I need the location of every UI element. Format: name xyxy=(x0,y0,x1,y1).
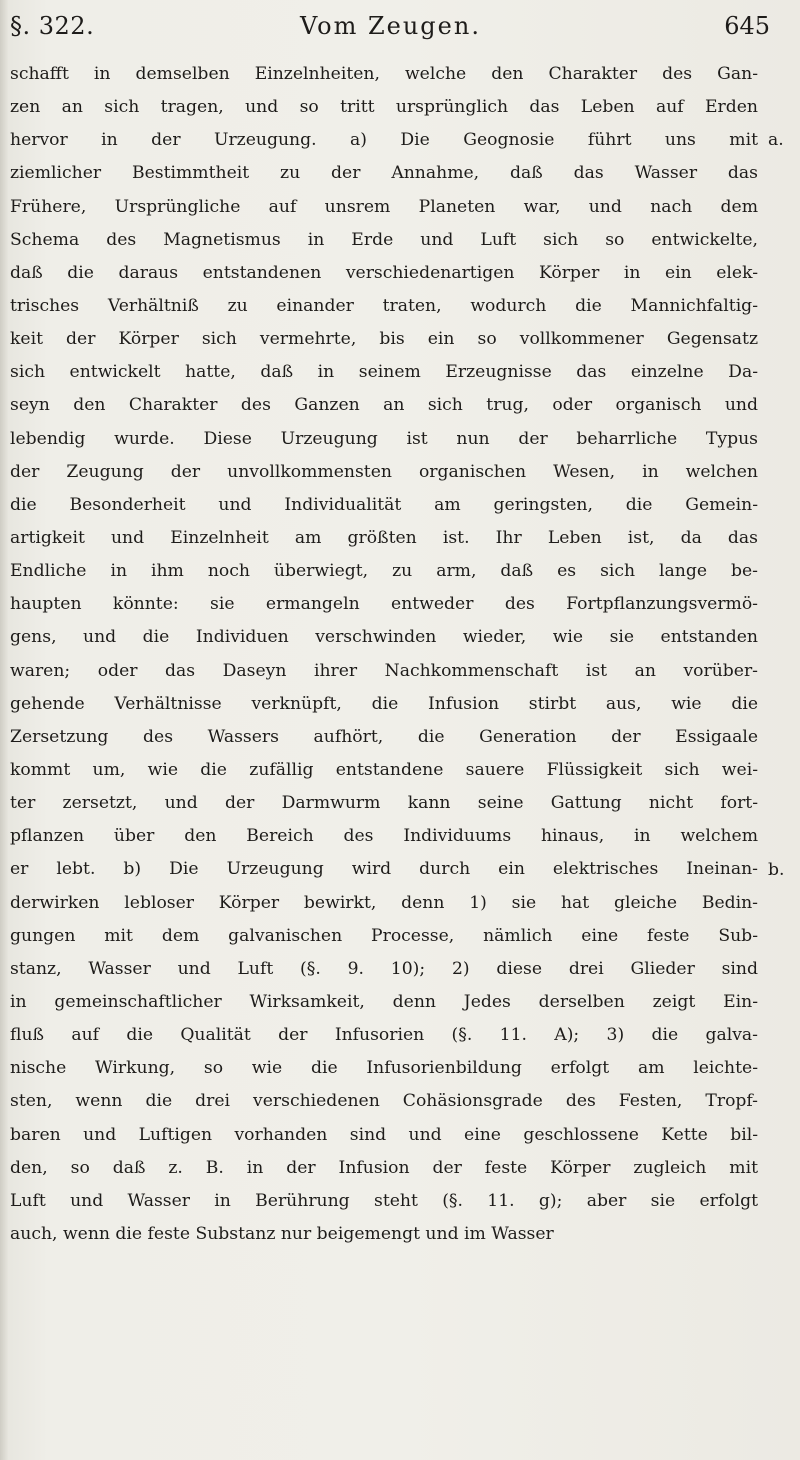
text-line: schafft in demselben Einzelnheiten, welche den Charakter des Gan- xyxy=(10,64,758,84)
text-line: er lebt. b) Die Urzeugung wird durch ein elektrisches Ineinan- xyxy=(10,859,758,880)
text-line: Zersetzung des Wassers aufhört, die Generation der Essigaale xyxy=(10,726,758,747)
text-line: fluß auf die Qualität der Infusorien (§. 11. A); 3) die galva- xyxy=(10,1025,758,1046)
text-line: ter zersetzt, und der Darmwurm kann seine Gattung nicht fort- xyxy=(10,793,758,814)
text-line: kommt um, wie die zufällig entstandene sauere Flüssigkeit sich wei- xyxy=(10,759,758,780)
text-line: sich entwickelt hatte, daß in seinem Erzeugnisse das einzelne Da- xyxy=(10,362,758,383)
text-line: in gemeinschaftlicher Wirksamkeit, denn Jedes derselben zeigt Ein- xyxy=(10,991,758,1012)
text-line: trisches Verhältniß zu einander traten, wodurch die Mannichfaltig- xyxy=(10,295,758,316)
running-header xyxy=(10,10,770,50)
text-line: Endliche in ihm noch überwiegt, zu arm, daß es sich lange be- xyxy=(10,561,758,582)
margin-mark: a. xyxy=(768,130,784,151)
text-line: waren; oder das Daseyn ihrer Nachkommenschaft ist an vorüber- xyxy=(10,660,758,681)
page-gutter-shadow xyxy=(0,0,8,1460)
text-line: Luft und Wasser in Berührung steht (§. 11. g); aber sie erfolgt xyxy=(10,1190,758,1211)
running-title: Vom Zeugen. xyxy=(300,12,481,40)
text-line: Frühere, Ursprüngliche auf unsrem Planeten war, und nach dem xyxy=(10,196,758,217)
text-line: Schema des Magnetismus in Erde und Luft sich so entwickelte, xyxy=(10,229,758,250)
text-line: keit der Körper sich vermehrte, bis ein so vollkommener Gegensatz xyxy=(10,329,758,350)
text-line: zen an sich tragen, und so tritt ursprünglich das Leben auf Erden xyxy=(10,97,758,118)
text-line: den, so daß z. B. in der Infusion der feste Körper zugleich mit xyxy=(10,1157,758,1178)
text-line: ziemlicher Bestimmtheit zu der Annahme, daß das Wasser das xyxy=(10,163,758,184)
text-line: seyn den Charakter des Ganzen an sich trug, oder organisch und xyxy=(10,395,758,416)
text-line: gens, und die Individuen verschwinden wieder, wie sie entstanden xyxy=(10,627,758,648)
text-line: derwirken lebloser Körper bewirkt, denn 1) sie hat gleiche Bedin- xyxy=(10,892,758,913)
text-line: stanz, Wasser und Luft (§. 9. 10); 2) diese drei Glieder sind xyxy=(10,958,758,979)
text-line: hervor in der Urzeugung. a) Die Geognosie führt uns mit xyxy=(10,130,758,151)
text-line: gungen mit dem galvanischen Processe, nämlich eine feste Sub- xyxy=(10,925,758,946)
text-line: lebendig wurde. Diese Urzeugung ist nun der beharrliche Typus xyxy=(10,428,758,449)
section-number: §. 322. xyxy=(10,12,95,40)
text-line: gehende Verhältnisse verknüpft, die Infusion stirbt aus, wie die xyxy=(10,693,758,714)
body-text xyxy=(10,58,758,1251)
text-line: die Besonderheit und Individualität am geringsten, die Gemein- xyxy=(10,494,758,515)
margin-mark: b. xyxy=(768,859,785,880)
text-line: haupten könnte: sie ermangeln entweder des Fortpflanzungsvermö- xyxy=(10,594,758,615)
text-line: pflanzen über den Bereich des Individuums hinaus, in welchem xyxy=(10,826,758,847)
text-line: artigkeit und Einzelnheit am größten ist. Ihr Leben ist, da das xyxy=(10,527,758,548)
text-line: der Zeugung der unvollkommensten organischen Wesen, in welchen xyxy=(10,461,758,482)
text-line: daß die daraus entstandenen verschiedenartigen Körper in ein elek- xyxy=(10,262,758,283)
page-number: 645 xyxy=(724,12,770,40)
text-line: auch, wenn die feste Substanz nur beigemengt und im Wasser xyxy=(10,1223,554,1244)
text-line: baren und Luftigen vorhanden sind und eine geschlossene Kette bil- xyxy=(10,1124,758,1145)
text-line: sten, wenn die drei verschiedenen Cohäsionsgrade des Festen, Tropf- xyxy=(10,1091,758,1112)
text-line: nische Wirkung, so wie die Infusorienbildung erfolgt am leichte- xyxy=(10,1058,758,1079)
